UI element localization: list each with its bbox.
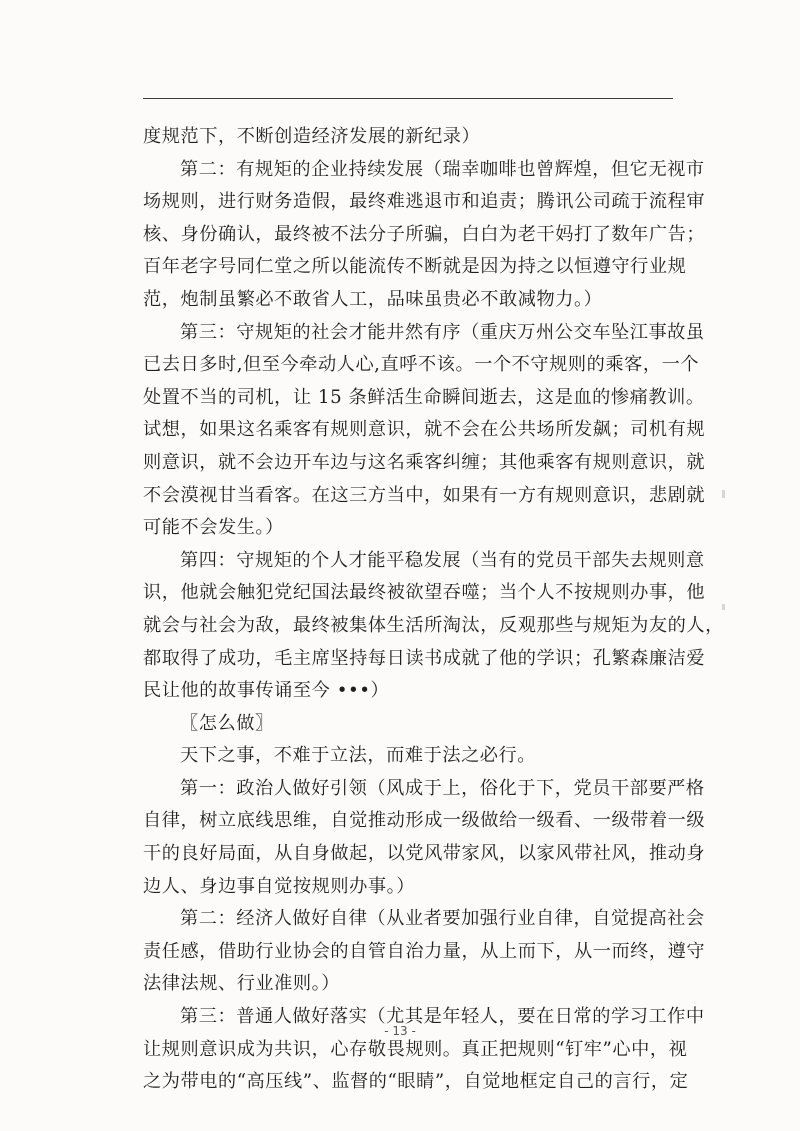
text-line: 百年老字号同仁堂之所以能流传不断就是因为持之以恒遵守行业规 [143, 256, 687, 278]
text-line: 自律，树立底线思维，自觉推动形成一级做给一级看、一级带着一级 [143, 810, 706, 832]
text-line: 第三：守规矩的社会才能井然有序（重庆万州公交车坠江事故虽 [180, 321, 705, 343]
text-line: 让规则意识成为共识，心存敬畏规则。真正把规则“钉牢”心中，视 [143, 1038, 688, 1060]
scan-speck [722, 604, 725, 610]
text-line: 识，他就会触犯党纪国法最终被欲望吞噬；当个人不按规则办事，他 [143, 582, 706, 604]
text-line: 度规范下，不断创造经济发展的新纪录） [143, 126, 481, 147]
text-line: 可能不会发生。） [143, 517, 284, 539]
text-line: 处置不当的司机，让 15 条鲜活生命瞬间逝去，这是血的惨痛教训。 [143, 386, 705, 408]
text-line: 场规则，进行财务造假，最终难逃退市和追责；腾讯公司疏于流程审 [143, 191, 706, 213]
page-number: - 13 - [384, 1024, 416, 1038]
text-line: 第一：政治人做好引领（风成于上，俗化于下，党员干部要严格 [180, 777, 705, 799]
text-line: 第二：经济人做好自律（从业者要加强行业自律，自觉提高社会 [180, 908, 705, 930]
text-line: 第三：普通人做好落实（尤其是年轻人，要在日常的学习工作中 [180, 1006, 705, 1028]
body-text [143, 121, 724, 1099]
text-line: 责任感，借助行业协会的自管自治力量，从上而下，从一而终，遵守 [143, 940, 706, 962]
text-line: 都取得了成功，毛主席坚持每日读书成就了他的学识；孔繁森廉洁爱 [143, 647, 706, 669]
text-line: 民让他的故事传诵至今 •••） [143, 680, 390, 702]
text-line: 之为带电的“高压线”、监督的“眼睛”，自觉地框定自己的言行，定 [143, 1071, 689, 1093]
text-line: 试想，如果这名乘客有规则意识，就不会在公共场所发飙；司机有规 [143, 419, 706, 441]
scan-speck [722, 490, 725, 498]
text-line: 已去日多时,但至今牵动人心,直呼不该。一个不守规则的乘客，一个 [143, 354, 700, 376]
text-line: 范，炮制虽繁必不敢省人工，品味虽贵必不敢减物力。） [143, 288, 603, 310]
text-line: 法律法规、行业准则。） [143, 973, 341, 995]
text-line: 〖怎么做〗 [180, 712, 274, 734]
text-line: 第二：有规矩的企业持续发展（瑞幸咖啡也曾辉煌，但它无视市 [180, 158, 705, 180]
text-line: 天下之事，不难于立法，而难于法之必行。 [180, 745, 537, 767]
text-line: 干的良好局面，从自身做起，以党风带家风，以家风带社风，推动身 [143, 843, 706, 865]
text-line: 核、身份确认，最终被不法分子所骗，白白为老干妈打了数年广告； [143, 223, 706, 245]
text-line: 则意识，就不会边开车边与这名乘客纠缠；其他乘客有规则意识，就 [143, 451, 706, 473]
text-line: 边人、身边事自觉按规则办事。） [143, 875, 415, 897]
text-line: 不会漠视甘当看客。在这三方当中，如果有一方有规则意识，悲剧就 [143, 484, 706, 506]
header-rule [143, 98, 673, 99]
text-line: 第四：守规矩的个人才能平稳发展（当有的党员干部失去规则意 [180, 549, 705, 571]
text-line: 就会与社会为敌，最终被集体生活所淘汰，反观那些与规矩为友的人， [143, 614, 724, 636]
